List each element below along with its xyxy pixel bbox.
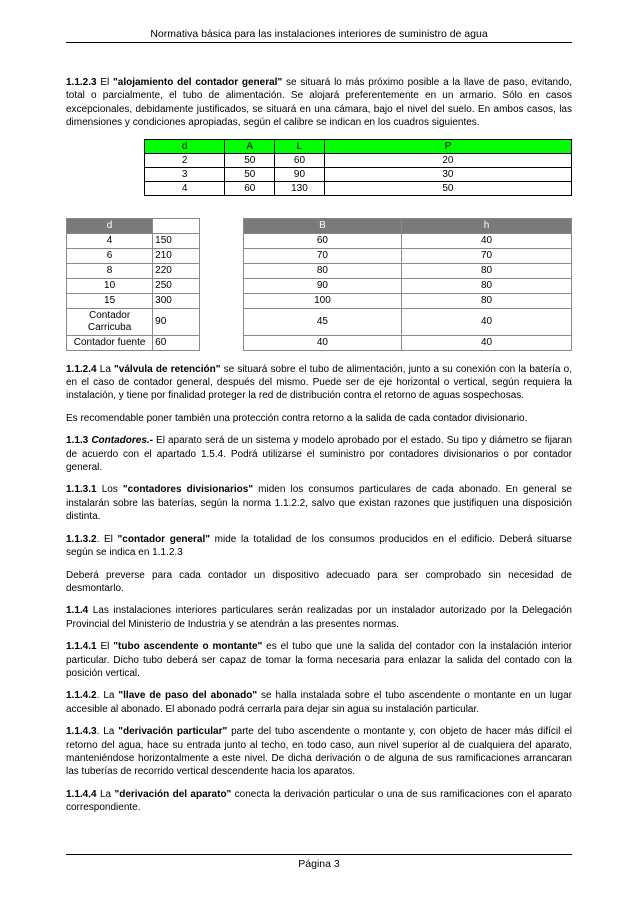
cell: 10 bbox=[67, 278, 153, 293]
cell: 90 bbox=[243, 278, 401, 293]
paragraph-recomendable: Es recomendable poner también una protección contra retorno a la salida de cada contador divisionario. bbox=[66, 412, 528, 424]
cell: Contador fuente bbox=[67, 335, 153, 350]
cell: 70 bbox=[243, 248, 401, 263]
paragraph-text: mide la totalidad de los consumos producidos en el edificio. Deberá situarse según se indica en 1.1.2.3 bbox=[66, 533, 572, 559]
text: . La bbox=[96, 726, 119, 738]
cell: 20 bbox=[324, 153, 571, 167]
footer-divider bbox=[66, 854, 572, 855]
spacer bbox=[199, 293, 243, 308]
paragraph-1143 bbox=[66, 725, 572, 779]
page-header: Normativa básica para las instalaciones interiores de suministro de agua bbox=[150, 28, 488, 40]
table-row bbox=[67, 248, 572, 263]
cell: 210 bbox=[153, 248, 199, 263]
paragraph-text: conecta la derivación particular o una de sus ramificaciones con el aparato correspondiente. bbox=[66, 788, 572, 814]
cell: Contador Carricuba bbox=[67, 308, 153, 335]
table-row bbox=[67, 293, 572, 308]
paragraph-113 bbox=[66, 434, 572, 474]
cell: 90 bbox=[275, 167, 325, 181]
table-row bbox=[67, 308, 572, 335]
cell: 15 bbox=[67, 293, 153, 308]
cell: 150 bbox=[153, 233, 199, 248]
term: "derivación del aparato" bbox=[114, 788, 232, 800]
text: Los bbox=[96, 484, 123, 496]
cell: 40 bbox=[243, 335, 401, 350]
cell: 60 bbox=[275, 153, 325, 167]
cell: 50 bbox=[225, 153, 275, 167]
paragraph-1131 bbox=[66, 483, 572, 523]
table-row bbox=[67, 233, 572, 248]
document-body bbox=[66, 76, 572, 824]
cell: 100 bbox=[243, 293, 401, 308]
table-row bbox=[145, 167, 572, 181]
paragraph-text: se halla instalada sobre el tubo ascendente o montante en un lugar accesible al abonado. El abonado podrá cerrarla para dejar sin agua su instalación particular. bbox=[66, 690, 572, 715]
col-header-h: h bbox=[402, 218, 572, 233]
cell: 4 bbox=[145, 181, 225, 195]
cell: 220 bbox=[153, 263, 199, 278]
cell: 80 bbox=[402, 278, 572, 293]
page-number: Página 3 bbox=[298, 858, 340, 870]
text: La bbox=[96, 363, 115, 375]
header-divider bbox=[66, 42, 572, 43]
table-row bbox=[145, 181, 572, 195]
paragraph-1144 bbox=[66, 788, 572, 815]
paragraph-1124 bbox=[66, 363, 572, 403]
term: "derivación particular" bbox=[118, 726, 228, 738]
paragraph-text: miden los consumos particulares de cada abonado. En general se instalarán sobre las baterías, según la norma 1.1.2.2, salvo que existan razones que justifiquen una disposición distinta. bbox=[66, 484, 572, 523]
col-header-L: L bbox=[275, 139, 325, 153]
text: . El bbox=[96, 533, 118, 545]
paragraph-114 bbox=[66, 604, 572, 631]
paragraph-1142 bbox=[66, 689, 572, 716]
dimensions-table-2 bbox=[66, 218, 572, 351]
cell: 60 bbox=[243, 233, 401, 248]
section-number: 1.1.2.4 bbox=[66, 363, 97, 375]
spacer bbox=[199, 233, 243, 248]
col-header-A: A bbox=[225, 139, 275, 153]
col-header-A: A bbox=[153, 218, 199, 233]
paragraph-1123 bbox=[66, 76, 572, 130]
term: "contadores divisionarios" bbox=[122, 484, 254, 496]
table-row bbox=[67, 335, 572, 350]
section-number: 1.1.2.3 bbox=[66, 77, 97, 88]
term: "contador general" bbox=[117, 533, 211, 545]
cell: 8 bbox=[67, 263, 153, 278]
spacer bbox=[199, 263, 243, 278]
section-number: 1.1.4.2 bbox=[66, 690, 97, 702]
cell: 40 bbox=[402, 233, 572, 248]
paragraph-text: es el tubo que une la salida del contador con la instalación interior particular. Dicho tubo deberá ser capaz de tomar la forma necesaria para enlazar la salida del contado con la posición vertical. bbox=[66, 641, 572, 679]
col-header-P: P bbox=[324, 139, 571, 153]
spacer bbox=[199, 308, 243, 335]
section-number: 1.1.4.1 bbox=[66, 641, 97, 653]
cell: 60 bbox=[153, 335, 199, 350]
spacer bbox=[199, 335, 243, 350]
cell: 80 bbox=[402, 263, 572, 278]
dimensions-table-1 bbox=[144, 139, 572, 196]
paragraph-debera: Deberá preverse para cada contador un dispositivo adecuado para ser comprobado sin necesidad de desmontarlo. bbox=[66, 569, 572, 594]
text: El bbox=[96, 641, 114, 653]
term: "llave de paso del abonado" bbox=[118, 690, 258, 702]
spacer bbox=[199, 218, 243, 233]
section-number: 1.1.3 bbox=[66, 435, 89, 447]
paragraph-text: se situará sobre el tubo de alimentación, junto a su conexión con la batería o, en el caso de contador general, después del mismo. Puede ser de eje horizontal o vertical, según requiera la instalación, y tiene por finalidad proteger la red de distribución contra el retorno de aguas sospechosas. bbox=[66, 363, 572, 402]
text: El bbox=[96, 77, 114, 88]
cell: 50 bbox=[324, 181, 571, 195]
paragraph-text: Las instalaciones interiores particulares serán realizadas por un instalador autorizado por la Delegación Provincial del Ministerio de Industria y se atendrán a las presentes normas. bbox=[66, 605, 572, 630]
text: La bbox=[96, 788, 115, 800]
spacer bbox=[199, 278, 243, 293]
col-header-d: d bbox=[145, 139, 225, 153]
paragraph-1141 bbox=[66, 640, 572, 680]
col-header-d: d bbox=[67, 218, 153, 233]
term: Contadores.- bbox=[91, 435, 153, 447]
term: "válvula de retención" bbox=[114, 363, 221, 375]
cell: 45 bbox=[243, 308, 401, 335]
cell: 40 bbox=[402, 335, 572, 350]
paragraph-text: se situará lo más próximo posible a la llave de paso, evitando, total o parcialmente, el tubo de alimentación. Se alojará preferentemente en un armario. Sólo en casos excepcionales, debidamente justificados, se situará en una cámara, bajo el nivel del suelo. En ambos casos, las dimensiones y condiciones apropiadas, según el calibre se indican en los cuadros siguientes. bbox=[66, 77, 572, 129]
term: "tubo ascendente o montante" bbox=[113, 641, 263, 653]
text: . La bbox=[96, 690, 119, 702]
cell: 90 bbox=[153, 308, 199, 335]
section-number: 1.1.3.1 bbox=[66, 484, 97, 496]
section-number: 1.1.4 bbox=[66, 605, 89, 617]
section-number: 1.1.4.4 bbox=[66, 788, 97, 800]
cell: 6 bbox=[67, 248, 153, 263]
cell: 2 bbox=[145, 153, 225, 167]
term: "alojamiento del contador general" bbox=[113, 77, 283, 88]
table-row bbox=[145, 153, 572, 167]
col-header-B: B bbox=[243, 218, 401, 233]
cell: 40 bbox=[402, 308, 572, 335]
cell: 300 bbox=[153, 293, 199, 308]
cell: 80 bbox=[402, 293, 572, 308]
cell: 30 bbox=[324, 167, 571, 181]
cell: 4 bbox=[67, 233, 153, 248]
table-header-row bbox=[145, 139, 572, 153]
cell: 70 bbox=[402, 248, 572, 263]
cell: 60 bbox=[225, 181, 275, 195]
cell: 130 bbox=[275, 181, 325, 195]
cell: 80 bbox=[243, 263, 401, 278]
cell: 3 bbox=[145, 167, 225, 181]
cell: 250 bbox=[153, 278, 199, 293]
table-header-row bbox=[67, 218, 572, 233]
table-row bbox=[67, 278, 572, 293]
paragraph-1132 bbox=[66, 533, 572, 560]
paragraph-text: parte del tubo ascendente o montante y, con objeto de hacer más difícil el retorno del agua, hace su entrada junto al techo, en todo caso, aun nivel superior al de cualquiera del aparato, manteniéndose horizontalmente a este nivel. De dicha derivación o de alguna de sus ramificaciones arrancaran las tuberías de recorrido vertical descendente hacia los aparatos. bbox=[66, 726, 572, 778]
spacer bbox=[199, 248, 243, 263]
cell: 50 bbox=[225, 167, 275, 181]
table-row bbox=[67, 263, 572, 278]
section-number: 1.1.3.2 bbox=[66, 533, 97, 545]
paragraph-text: El aparato será de un sistema y modelo aprobado por el estado. Su tipo y diámetro se fijaran de acuerdo con el apartado 1.5.4. Podrá utilizarse el suministro por contadores divisionarios o por contador general. bbox=[66, 435, 572, 474]
section-number: 1.1.4.3 bbox=[66, 726, 97, 738]
